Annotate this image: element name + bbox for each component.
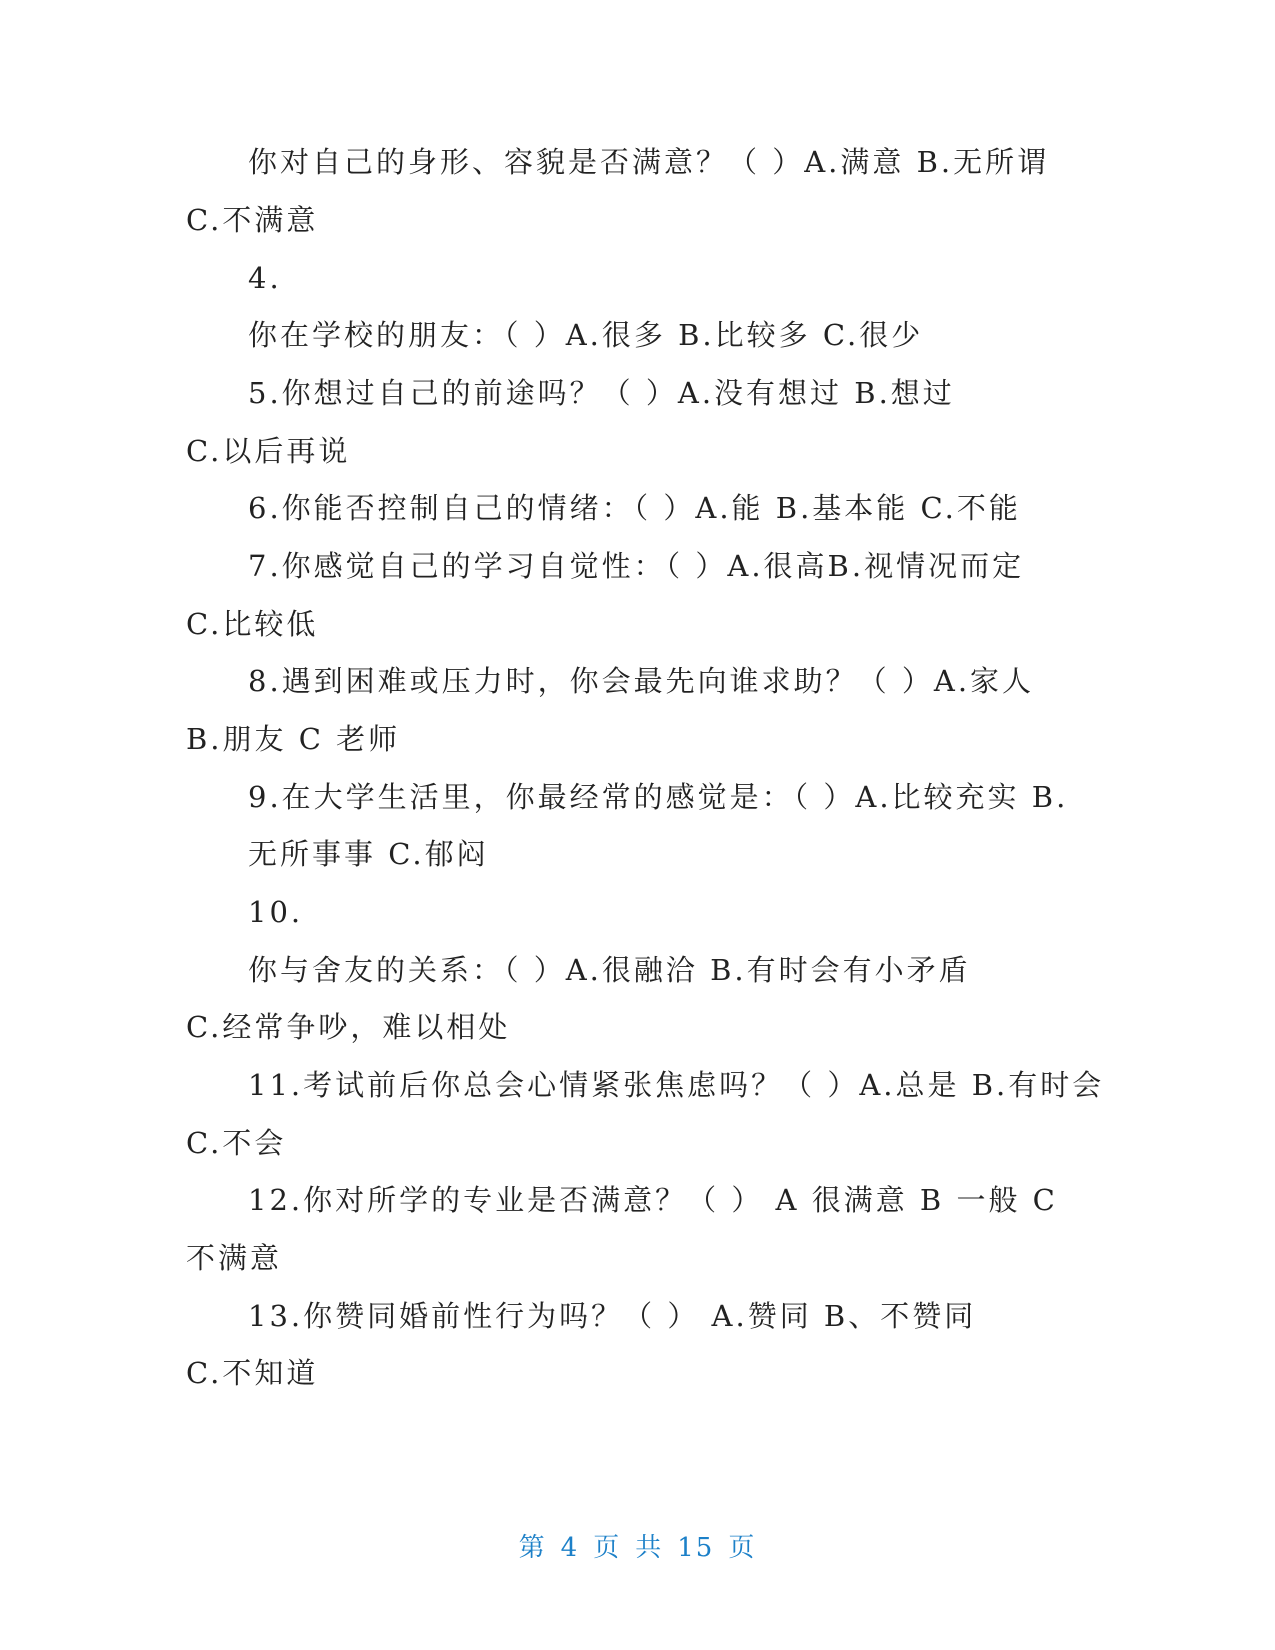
question-8-line-1: 8.遇到困难或压力时，你会最先向谁求助？（ ）A.家人 bbox=[248, 664, 1035, 698]
footer-total-pages: 15 bbox=[677, 1533, 715, 1563]
question-8-line-2: B.朋友 C 老师 bbox=[186, 722, 401, 756]
footer-unit-label: 页 bbox=[593, 1533, 622, 1563]
question-12-line-2: 不满意 bbox=[186, 1241, 283, 1275]
question-12-line-1: 12.你对所学的专业是否满意？（ ） A 很满意 B 一般 C bbox=[248, 1183, 1058, 1217]
page-footer bbox=[0, 1530, 1275, 1566]
footer-page-label: 第 bbox=[518, 1533, 547, 1563]
question-11-line-1: 11.考试前后你总会心情紧张焦虑吗？（ ）A.总是 B.有时会 bbox=[248, 1068, 1105, 1102]
question-6-line-1: 6.你能否控制自己的情绪：（ ）A.能 B.基本能 C.不能 bbox=[248, 491, 1021, 525]
question-4-number: 4. bbox=[248, 261, 282, 295]
question-7-line-2: C.比较低 bbox=[186, 607, 319, 641]
question-5-line-2: C.以后再说 bbox=[186, 434, 351, 468]
question-10-number: 10. bbox=[248, 895, 304, 929]
footer-total-label: 共 bbox=[635, 1533, 664, 1563]
question-10-line-2: C.经常争吵，难以相处 bbox=[186, 1010, 511, 1044]
question-11-line-2: C.不会 bbox=[186, 1126, 287, 1160]
footer-unit-end-label: 页 bbox=[728, 1533, 757, 1563]
question-9-line-1: 9.在大学生活里，你最经常的感觉是：（ ）A.比较充实 B. bbox=[248, 780, 1069, 814]
question-13-line-1: 13.你赞同婚前性行为吗？（ ） A.赞同 B、不赞同 bbox=[248, 1299, 977, 1333]
question-7-line-1: 7.你感觉自己的学习自觉性：（ ）A.很高B.视情况而定 bbox=[248, 549, 1025, 583]
question-3-line-2: C.不满意 bbox=[186, 203, 319, 237]
question-4-line-1: 你在学校的朋友：（ ）A.很多 B.比较多 C.很少 bbox=[248, 318, 924, 352]
question-3-line-1: 你对自己的身形、容貌是否满意？（ ）A.满意 B.无所谓 bbox=[248, 145, 1050, 179]
footer-current-page: 4 bbox=[560, 1533, 580, 1563]
question-5-line-1: 5.你想过自己的前途吗？（ ）A.没有想过 B.想过 bbox=[248, 376, 955, 410]
question-13-line-2: C.不知道 bbox=[186, 1356, 319, 1390]
question-9-line-2: 无所事事 C.郁闷 bbox=[248, 837, 489, 871]
question-10-line-1: 你与舍友的关系：（ ）A.很融洽 B.有时会有小矛盾 bbox=[248, 953, 971, 987]
